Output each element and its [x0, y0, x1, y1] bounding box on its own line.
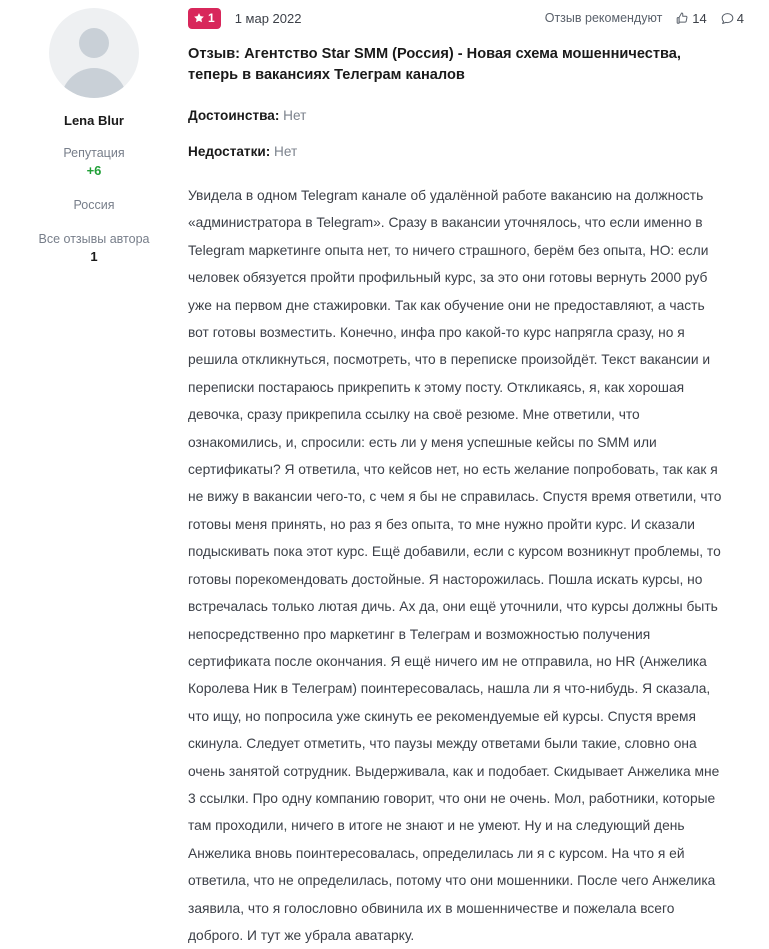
likes-stat[interactable]: [675, 11, 706, 26]
cons-label: Недостатки:: [188, 144, 271, 159]
pros-value: Нет: [283, 108, 307, 123]
star-icon: [193, 12, 205, 24]
review-title[interactable]: Отзыв: Агентство Star SMM (Россия) - Новая схема мошенничества, теперь в вакансиях Телеграм каналов: [188, 46, 681, 83]
review-meta-row: [188, 6, 744, 30]
rating-badge: [188, 8, 221, 29]
comments-count: 4: [736, 10, 744, 26]
recommend-text: Отзыв рекомендуют: [544, 11, 663, 25]
all-reviews-label[interactable]: Все отзывы автора: [38, 232, 150, 246]
cons-value: Нет: [274, 144, 298, 159]
avatar-head-shape: [79, 28, 109, 58]
likes-count: 14: [692, 10, 707, 26]
reputation-value: +6: [86, 163, 102, 178]
rating-value: 1: [208, 10, 215, 25]
review-date: 1 мар 2022: [234, 10, 302, 26]
comments-stat[interactable]: [720, 11, 744, 26]
review-cons: [188, 142, 744, 161]
author-name[interactable]: Lena Blur: [64, 113, 124, 128]
all-reviews-count[interactable]: 1: [90, 249, 98, 264]
author-sidebar: [0, 0, 188, 841]
review-content: [188, 0, 769, 943]
user-avatar-placeholder-icon[interactable]: [49, 8, 139, 98]
thumbs-up-icon: [675, 11, 690, 26]
comment-bubble-icon: [720, 11, 735, 26]
author-country: Россия: [73, 198, 115, 212]
pros-label: Достоинства:: [188, 108, 280, 123]
review-pros: [188, 106, 744, 125]
review-stats: [545, 11, 744, 26]
avatar-body-shape: [60, 68, 128, 98]
reputation-label: Репутация: [63, 146, 125, 160]
review-body-text: Увидела в одном Telegram канале об удалённой работе вакансию на должность «администратора в Telegram». Сразу в вакансии уточнялось, что если именно в Telegram маркетинге опыта нет, то ничего страшного, берём без опыта, НО: если человек обязуется пройти профильный курс, за это они готовы вернуть 2000 руб уже на первом дне стажировки. Так как обучение они не предоставляют, а часть вот готовы возместить. Конечно, инфа про какой-то курс напрягла сразу, но я решила откликнуться, посмотреть, что в переписке произойдёт. Текст вакансии и переписки постараюсь прикрепить к этому посту. Откликаясь, я, как хорошая девочка, сразу прикрепила ссылку на своё резюме. Мне ответили, что ознакомились, и, спросили: есть ли у меня успешные кейсы по SMM или сертификаты? Я ответила, что кейсов нет, но есть желание попробовать, так как я не вижу в вакансии чего-то, с чем я бы не справилась. Спустя время ответили, что готовы меня принять, но раз я без опыта, то мне нужно пройти курс. И сказали подыскивать пока этот курс. Ещё добавили, если с курсом возникнут проблемы, то готовы порекомендовать достойные. Я насторожилась. Пошла искать курсы, но встречалась только лютая дичь. Ах да, они ещё уточнили, что курсы должны быть непосредственно про маркетинг в Телеграм и возможностью получения сертификата после окончания. Я ещё ничего им не отправила, но HR (Анжелика Королева Ник в Телеграм) поинтересовалась, нашла ли я что-нибудь. Я сказала, что ищу, но попросила уже скинуть ее рекомендуемые ей курсы. Спустя время скинула. Следует отметить, что паузы между ответами были такие, словно она очень занятой сотрудник. Выдерживала, как и подобает. Скидывает Анжелика мне 3 ссылки. Про одну компанию говорит, что они не очень. Мол, работники, которые там проходили, ничего в итоге не знают и не умеют. Ну и на следующий день Анжелика вновь поинтересовалась, определилась ли я с курсом. На что я ей ответила, что не определилась, потому что они мошенники. После чего Анжелика заявила, что я голословно обвинила их в мошенничестве и пожелала всего доброго. И тут же убрала аватарку.: [188, 188, 722, 943]
